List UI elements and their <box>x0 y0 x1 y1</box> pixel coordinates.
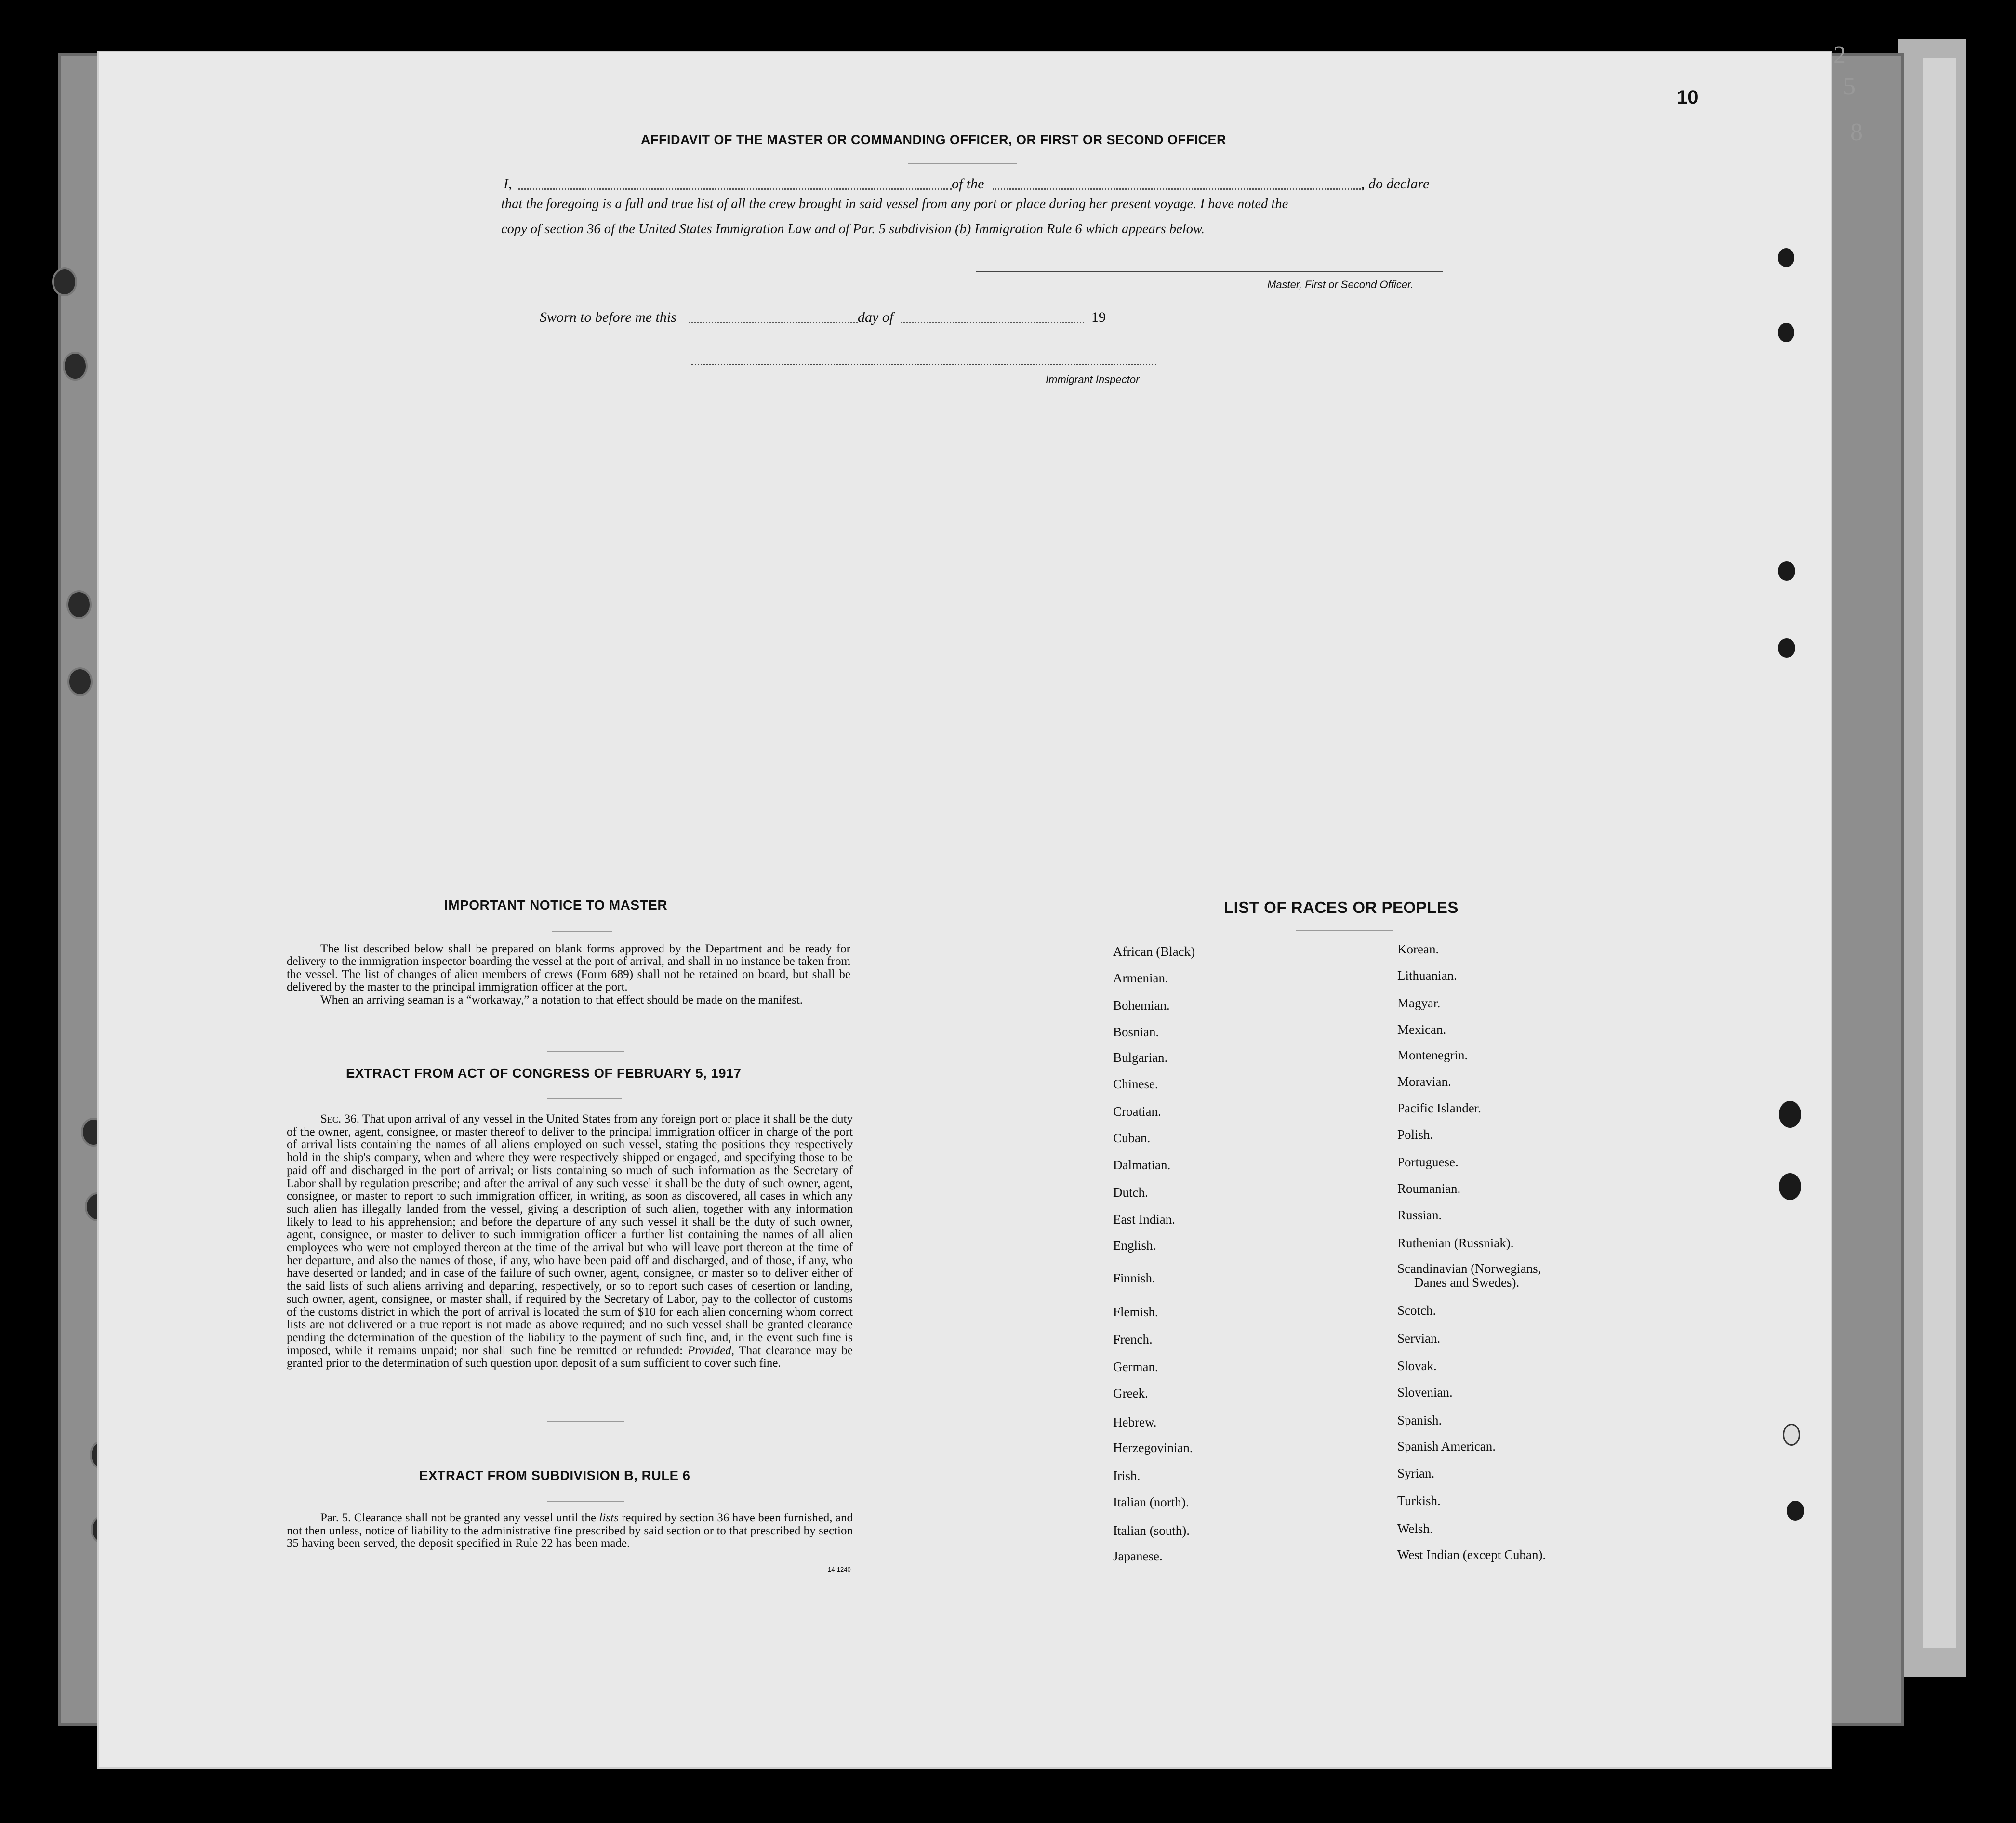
race-item: German. <box>1113 1360 1158 1374</box>
race-item: Pacific Islander. <box>1397 1101 1481 1115</box>
divider <box>547 1421 624 1422</box>
sworn-text: Sworn to before me this <box>540 309 676 325</box>
race-item: Moravian. <box>1397 1074 1451 1089</box>
section-text-end: That clearance may be granted prior to the determination of such question upon deposit of a sum sufficient to cover such fine. <box>287 1344 853 1370</box>
rule-text-start: Par. 5. Clearance shall not be granted any vessel until the <box>320 1511 596 1524</box>
race-item: Spanish American. <box>1397 1439 1496 1453</box>
divider <box>1296 930 1393 931</box>
race-item: Magyar. <box>1397 996 1441 1010</box>
signature-line[interactable] <box>976 271 1443 272</box>
notice-paragraph: The list described below shall be prepared on blank forms approved by the Department and be ready for delivery to the immigration inspector boarding the vessel at the port of arrival, and shall in no instance be taken from the vessel. The list of changes of alien members of crews (Form 689) shall not be retained on board, but shall be delivered by the master to the principal immigration officer at the port. <box>287 942 850 994</box>
race-item: Italian (north). <box>1113 1495 1189 1509</box>
race-item: Welsh. <box>1397 1521 1433 1536</box>
page-number: 10 <box>1677 87 1698 108</box>
race-item: Syrian. <box>1397 1466 1435 1480</box>
race-item: Turkish. <box>1397 1493 1441 1508</box>
divider <box>552 931 612 932</box>
section-text: That upon arrival of any vessel in the United States from any foreign port or place it shall be the duty of the owner, agent, consignee, or master thereof to deliver to the principal immigration officer in charge of the port of arrival lists containing the names of all aliens employed on such vessel, stating the positions they respectively hold in the ship's company, when and where they were respectively shipped or engaged, and specifying those to be paid off and discharged in the port of arrival; or lists containing so much of such information as the Secretary of Labor shall by regulation prescribe; and after the arrival of any such vessel it shall be the duty of such owner, agent, consignee, or master to report to such immigration officer, in writing, as soon as discovered, all cases in which any such alien has illegally landed from the vessel, giving a description of such alien, together with any information likely to lead to his apprehension; and before the departure of any such vessel it shall be the duty of such owner, agent, consignee, or master to deliver to such immigration officer a further list containing the names of all alien employees who were not employed thereon at the time of the arrival but who will leave port thereon at the time of her departure, and also the names of those, if any, who have been paid off and discharged, and of those, if any, who have deserted or landed; and in case of the failure of such owner, agent, consignee, or master so to deliver either of the said lists of such aliens arriving and departing, respectively, or so to report such cases of desertion or landing, such owner, agent, consignee, or master shall, if required by the Secretary of Labor, pay to the collector of customs of the customs district in which the port of arrival is located the sum of $10 for each alien concerning whom correct lists are not delivered or a true report is not made as above required; and no such vessel shall be granted clearance pending the determination of the question of the liability to the payment of such fine, and, in the event such fine is imposed, while it remains unpaid; nor shall such fine be remitted or refunded: <box>287 1112 853 1357</box>
race-item: Spanish. <box>1397 1413 1442 1427</box>
affidavit-of-the: of the <box>952 176 984 192</box>
extract-act-title: EXTRACT FROM ACT OF CONGRESS OF FEBRUARY 5, 1917 <box>346 1066 742 1081</box>
race-item: Lithuanian. <box>1397 968 1457 983</box>
punch-hole <box>66 590 92 619</box>
punch-hole <box>1778 323 1794 342</box>
race-item: Polish. <box>1397 1127 1433 1142</box>
race-item: Scotch. <box>1397 1303 1436 1318</box>
affidavit-line3: copy of section 36 of the United States Immigration Law and of Par. 5 subdivision (b) Immigration Rule 6 which appears below. <box>501 222 1205 237</box>
race-item: Flemish. <box>1113 1305 1158 1319</box>
provided-word: Provided, <box>688 1344 734 1357</box>
punch-hole <box>67 667 93 696</box>
race-item: Japanese. <box>1113 1549 1163 1563</box>
race-item: Bohemian. <box>1113 998 1170 1013</box>
notice-paragraph: When an arriving seaman is a “workaway,” a notation to that effect should be made on the manifest. <box>320 993 803 1006</box>
race-item: Bosnian. <box>1113 1025 1159 1039</box>
race-item: Dutch. <box>1113 1185 1148 1200</box>
margin-mark: 8 <box>1850 119 1863 146</box>
notice-body <box>287 943 850 1006</box>
section-36-text <box>287 1113 853 1370</box>
extract-rule-body <box>287 1512 853 1550</box>
signature-label: Master, First or Second Officer. <box>1267 278 1414 291</box>
race-item: Russian. <box>1397 1208 1442 1222</box>
sworn-month-line[interactable] <box>901 310 1084 323</box>
day-of-text: day of <box>858 309 894 325</box>
rule-text <box>287 1512 853 1550</box>
punch-hole <box>1787 1501 1804 1521</box>
extract-act-body <box>287 1113 853 1370</box>
punch-hole <box>1778 248 1794 267</box>
rule-text-end: required by section 36 have been furnished, and not then unless, notice of liability to the administrative fine prescribed by said section or to that prescribed by section 35 having been served, the deposit specified in Rule 22 has been made. <box>287 1511 853 1550</box>
race-item: Roumanian. <box>1397 1181 1461 1196</box>
race-item: Korean. <box>1397 942 1439 956</box>
race-item: Chinese. <box>1113 1077 1158 1091</box>
punch-hole <box>1783 1424 1800 1446</box>
race-item: Portuguese. <box>1397 1155 1459 1169</box>
punch-hole <box>52 267 77 296</box>
race-item: French. <box>1113 1332 1153 1347</box>
punch-hole <box>63 352 88 381</box>
affidavit-declare: , do declare <box>1361 176 1430 192</box>
race-item-continuation: Danes and Swedes). <box>1414 1275 1520 1290</box>
divider <box>908 163 1017 164</box>
form-number: 14-1240 <box>828 1566 851 1573</box>
notice-title: IMPORTANT NOTICE TO MASTER <box>444 898 668 912</box>
punch-hole <box>1779 1173 1801 1200</box>
extract-rule-title: EXTRACT FROM SUBDIVISION B, RULE 6 <box>419 1468 690 1483</box>
race-item: Cuban. <box>1113 1131 1151 1145</box>
divider <box>547 1051 624 1052</box>
sworn-day-line[interactable] <box>689 310 858 323</box>
race-item: Mexican. <box>1397 1022 1446 1037</box>
year-text: 19 <box>1091 309 1106 325</box>
margin-mark: 5 <box>1843 73 1856 100</box>
divider <box>547 1098 622 1099</box>
race-item: Greek. <box>1113 1386 1148 1400</box>
back-page-edge-inner <box>1923 58 1956 1648</box>
race-item: Slovak. <box>1397 1359 1437 1373</box>
race-item: Montenegrin. <box>1397 1048 1468 1062</box>
races-title: LIST OF RACES OR PEOPLES <box>1224 898 1459 916</box>
section-label: Sec. 36. <box>320 1112 359 1125</box>
divider <box>547 1501 624 1502</box>
race-item: Italian (south). <box>1113 1523 1190 1538</box>
race-item: Finnish. <box>1113 1271 1155 1285</box>
race-item: Dalmatian. <box>1113 1158 1171 1172</box>
race-item: Scandinavian (Norwegians, <box>1397 1261 1541 1276</box>
race-item: English. <box>1113 1238 1156 1253</box>
inspector-label: Immigrant Inspector <box>1046 373 1140 385</box>
master-name-line[interactable] <box>518 176 952 190</box>
race-item: Bulgarian. <box>1113 1050 1168 1065</box>
race-item: East Indian. <box>1113 1212 1175 1227</box>
affidavit-title: AFFIDAVIT OF THE MASTER OR COMMANDING OFFICER, OR FIRST OR SECOND OFFICER <box>641 132 1226 147</box>
race-item: Armenian. <box>1113 971 1168 985</box>
race-item: Hebrew. <box>1113 1415 1157 1429</box>
race-item: Servian. <box>1397 1331 1441 1346</box>
punch-hole <box>1778 638 1795 658</box>
manifest-page <box>99 52 1831 1767</box>
affidavit-i: I, <box>504 176 512 192</box>
race-item: African (Black) <box>1113 944 1195 959</box>
race-item: Slovenian. <box>1397 1385 1453 1400</box>
inspector-signature-line[interactable] <box>691 354 1156 365</box>
race-item: Irish. <box>1113 1468 1141 1483</box>
race-item: Ruthenian (Russniak). <box>1397 1236 1514 1250</box>
affidavit-line2: that the foregoing is a full and true list of all the crew brought in said vessel from any port or place during her present voyage. I have noted the <box>501 197 1288 211</box>
punch-hole <box>1778 561 1795 581</box>
race-item: West Indian (except Cuban). <box>1397 1547 1546 1562</box>
punch-hole <box>1779 1101 1801 1128</box>
race-item: Croatian. <box>1113 1104 1161 1119</box>
margin-mark: 2 <box>1833 41 1846 69</box>
lists-word: lists <box>599 1511 619 1524</box>
vessel-name-line[interactable] <box>993 176 1364 190</box>
race-item: Herzegovinian. <box>1113 1440 1193 1455</box>
